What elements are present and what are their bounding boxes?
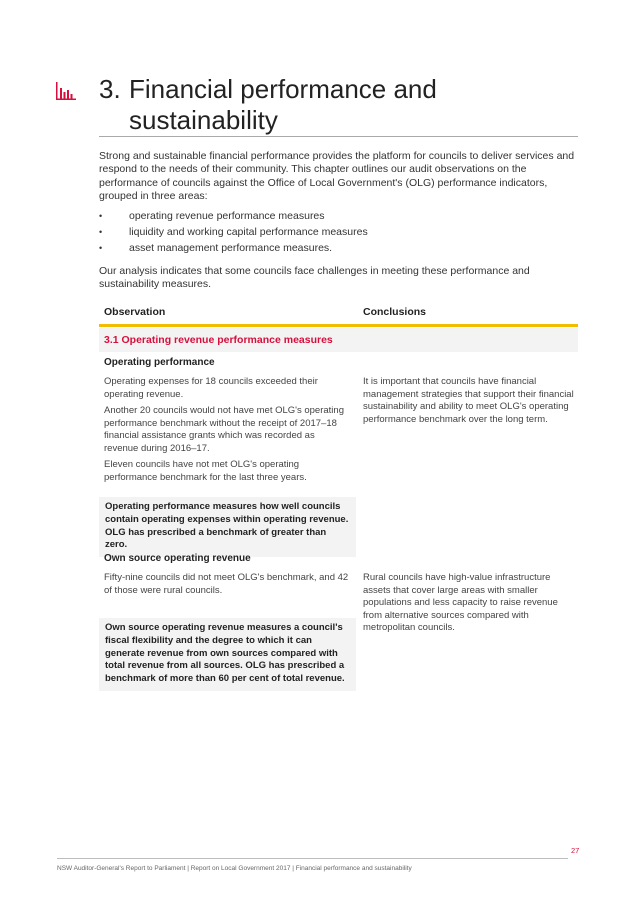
title-divider — [99, 136, 578, 137]
observation-text: Fifty-nine councils did not meet OLG's benchmark, and 42 of those were rural councils. — [104, 572, 349, 596]
own-source-revenue-conclusion: Rural councils have high-value infrastructure assets that cover large areas with smaller populations and less capacity to raise revenue from alternative sources compared with metropolitan councils. — [363, 572, 558, 633]
analysis-paragraph: Our analysis indicates that some councils face challenges in meeting these performance and sustainability measures. — [99, 265, 530, 291]
intro-paragraph: Strong and sustainable financial performance provides the platform for councils to deliver services and respond to the needs of their community. This chapter outlines our audit observations on the performance of councils against the Office of Local Government's (OLG) performance indicators, grouped in three areas: — [99, 150, 575, 202]
list-item: • asset management performance measures. — [99, 242, 577, 258]
table-header-rule — [99, 324, 578, 327]
chapter-title-line2: sustainability — [129, 105, 278, 135]
own-source-revenue-note: Own source operating revenue measures a council's fiscal flexibility and the degree to which it can generate revenue from own sources compared with total revenue from all sources. OLG has prescribed a benchmark of more than 60 per cent of total revenue. — [99, 618, 356, 691]
operating-performance-conclusion: It is important that councils have financial management strategies that support their financial sustainability and ability to meet OLG's operating performance benchmark over the long term. — [363, 376, 574, 425]
observation-text: Eleven councils have not met OLG's operating performance benchmark for the last three years. — [104, 459, 307, 483]
footer-text: NSW Auditor-General's Report to Parliament | Report on Local Government 2017 | Financial performance and sustainability — [57, 865, 412, 872]
own-source-revenue-observations — [104, 572, 349, 601]
chapter-title-line1: Financial performance and — [129, 74, 437, 104]
footer-divider — [57, 858, 568, 859]
operating-performance-note: Operating performance measures how well councils contain operating expenses within operating revenue. OLG has prescribed a benchmark of greater than zero. — [99, 497, 356, 557]
operating-performance-heading: Operating performance — [104, 357, 215, 368]
chapter-title — [99, 74, 539, 136]
observation-column-header: Observation — [104, 306, 166, 318]
conclusions-column-header: Conclusions — [363, 306, 427, 318]
page-number: 27 — [571, 846, 580, 855]
observation-text: Another 20 councils would not have met OLG's operating performance benchmark without the receipt of 2017–18 financial assistance grants which was recorded as revenue during 2016–17. — [104, 405, 344, 454]
bar-chart-icon — [55, 80, 77, 102]
observation-text: Operating expenses for 18 councils exceeded their operating revenue. — [104, 376, 318, 400]
areas-list — [99, 210, 577, 258]
list-item: • operating revenue performance measures — [99, 210, 577, 226]
operating-performance-observations — [104, 376, 349, 488]
chapter-number: 3. — [99, 74, 121, 104]
section-title: 3.1 Operating revenue performance measures — [104, 334, 333, 346]
list-item: • liquidity and working capital performance measures — [99, 226, 577, 242]
own-source-revenue-heading: Own source operating revenue — [104, 553, 251, 564]
section-band — [99, 328, 578, 352]
